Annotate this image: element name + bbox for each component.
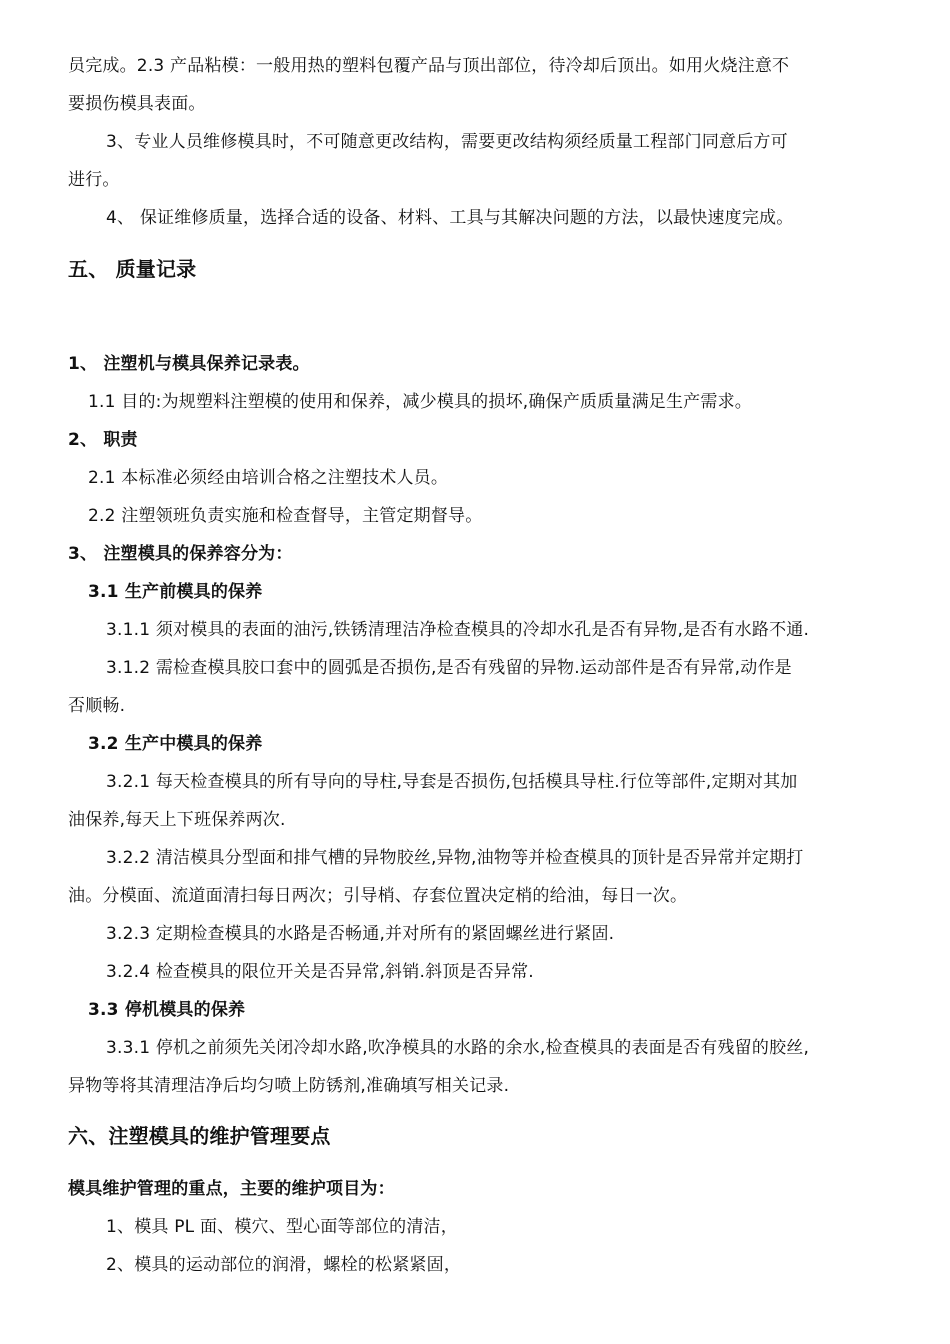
subheading: 模具维护管理的重点，主要的维护项目为：: [68, 1179, 395, 1199]
paragraph-line: 3.2.1 每天检查模具的所有导向的导柱,导套是否损伤,包括模具导柱.行位等部件,定期对其加: [106, 772, 798, 792]
paragraph-line: 异物等将其清理洁净后均匀喷上防锈剂,准确填写相关记录.: [68, 1076, 510, 1096]
paragraph-line: 2.1 本标准必须经由培训合格之注塑技术人员。: [88, 468, 449, 488]
subheading: 3.3 停机模具的保养: [88, 1000, 246, 1020]
paragraph-line: 3.1.2 需检查模具胶口套中的圆弧是否损伤,是否有残留的异物.运动部件是否有异常,动作是: [106, 658, 792, 678]
paragraph-line: 要损伤模具表面。: [68, 94, 206, 114]
paragraph-line: 3、专业人员维修模具时，不可随意更改结构，需要更改结构须经质量工程部门同意后方可: [106, 132, 788, 152]
paragraph-line: 进行。: [68, 170, 120, 190]
subheading: 3.1 生产前模具的保养: [88, 582, 263, 602]
paragraph-line: 1.1 目的:为规塑料注塑模的使用和保养，减少模具的损坏,确保产质质量满足生产需求。: [88, 392, 752, 412]
subheading: 3.2 生产中模具的保养: [88, 734, 263, 754]
list-item: 2、模具的运动部位的润滑，螺栓的松紧紧固，: [106, 1255, 462, 1275]
paragraph-line: 员完成。2.3 产品粘模：一般用热的塑料包覆产品与顶出部位，待冷却后顶出。如用火烧注意不: [68, 56, 790, 76]
paragraph-line: 3.2.3 定期检查模具的水路是否畅通,并对所有的紧固螺丝进行紧固.: [106, 924, 615, 944]
section-heading: 五、 质量记录: [68, 257, 197, 281]
subheading: 2、 职责: [68, 430, 138, 450]
paragraph-line: 3.2.4 检查模具的限位开关是否异常,斜销.斜顶是否异常.: [106, 962, 534, 982]
list-item: 1、模具 PL 面、模穴、型心面等部位的清洁，: [106, 1217, 458, 1237]
section-heading: 六、注塑模具的维护管理要点: [68, 1124, 331, 1148]
paragraph-line: 否顺畅.: [68, 696, 126, 716]
paragraph-line: 油。分模面、流道面清扫每日两次；引导梢、存套位置决定梢的给油，每日一次。: [68, 886, 688, 906]
paragraph-line: 3.1.1 须对模具的表面的油污,铁锈清理洁净检查模具的冷却水孔是否有异物,是否有水路不通.: [106, 620, 810, 640]
paragraph-line: 3.2.2 清洁模具分型面和排气槽的异物胶丝,异物,油物等并检查模具的顶针是否异常并定期打: [106, 848, 804, 868]
paragraph-line: 3.3.1 停机之前须先关闭冷却水路,吹净模具的水路的余水,检查模具的表面是否有残留的胶丝,: [106, 1038, 810, 1058]
paragraph-line: 4、 保证维修质量，选择合适的设备、材料、工具与其解决问题的方法，以最快速度完成。: [106, 208, 794, 228]
subheading: 3、 注塑模具的保养容分为：: [68, 544, 293, 564]
subheading: 1、 注塑机与模具保养记录表。: [68, 354, 310, 374]
paragraph-line: 2.2 注塑领班负责实施和检查督导，主管定期督导。: [88, 506, 483, 526]
paragraph-line: 油保养,每天上下班保养两次.: [68, 810, 286, 830]
